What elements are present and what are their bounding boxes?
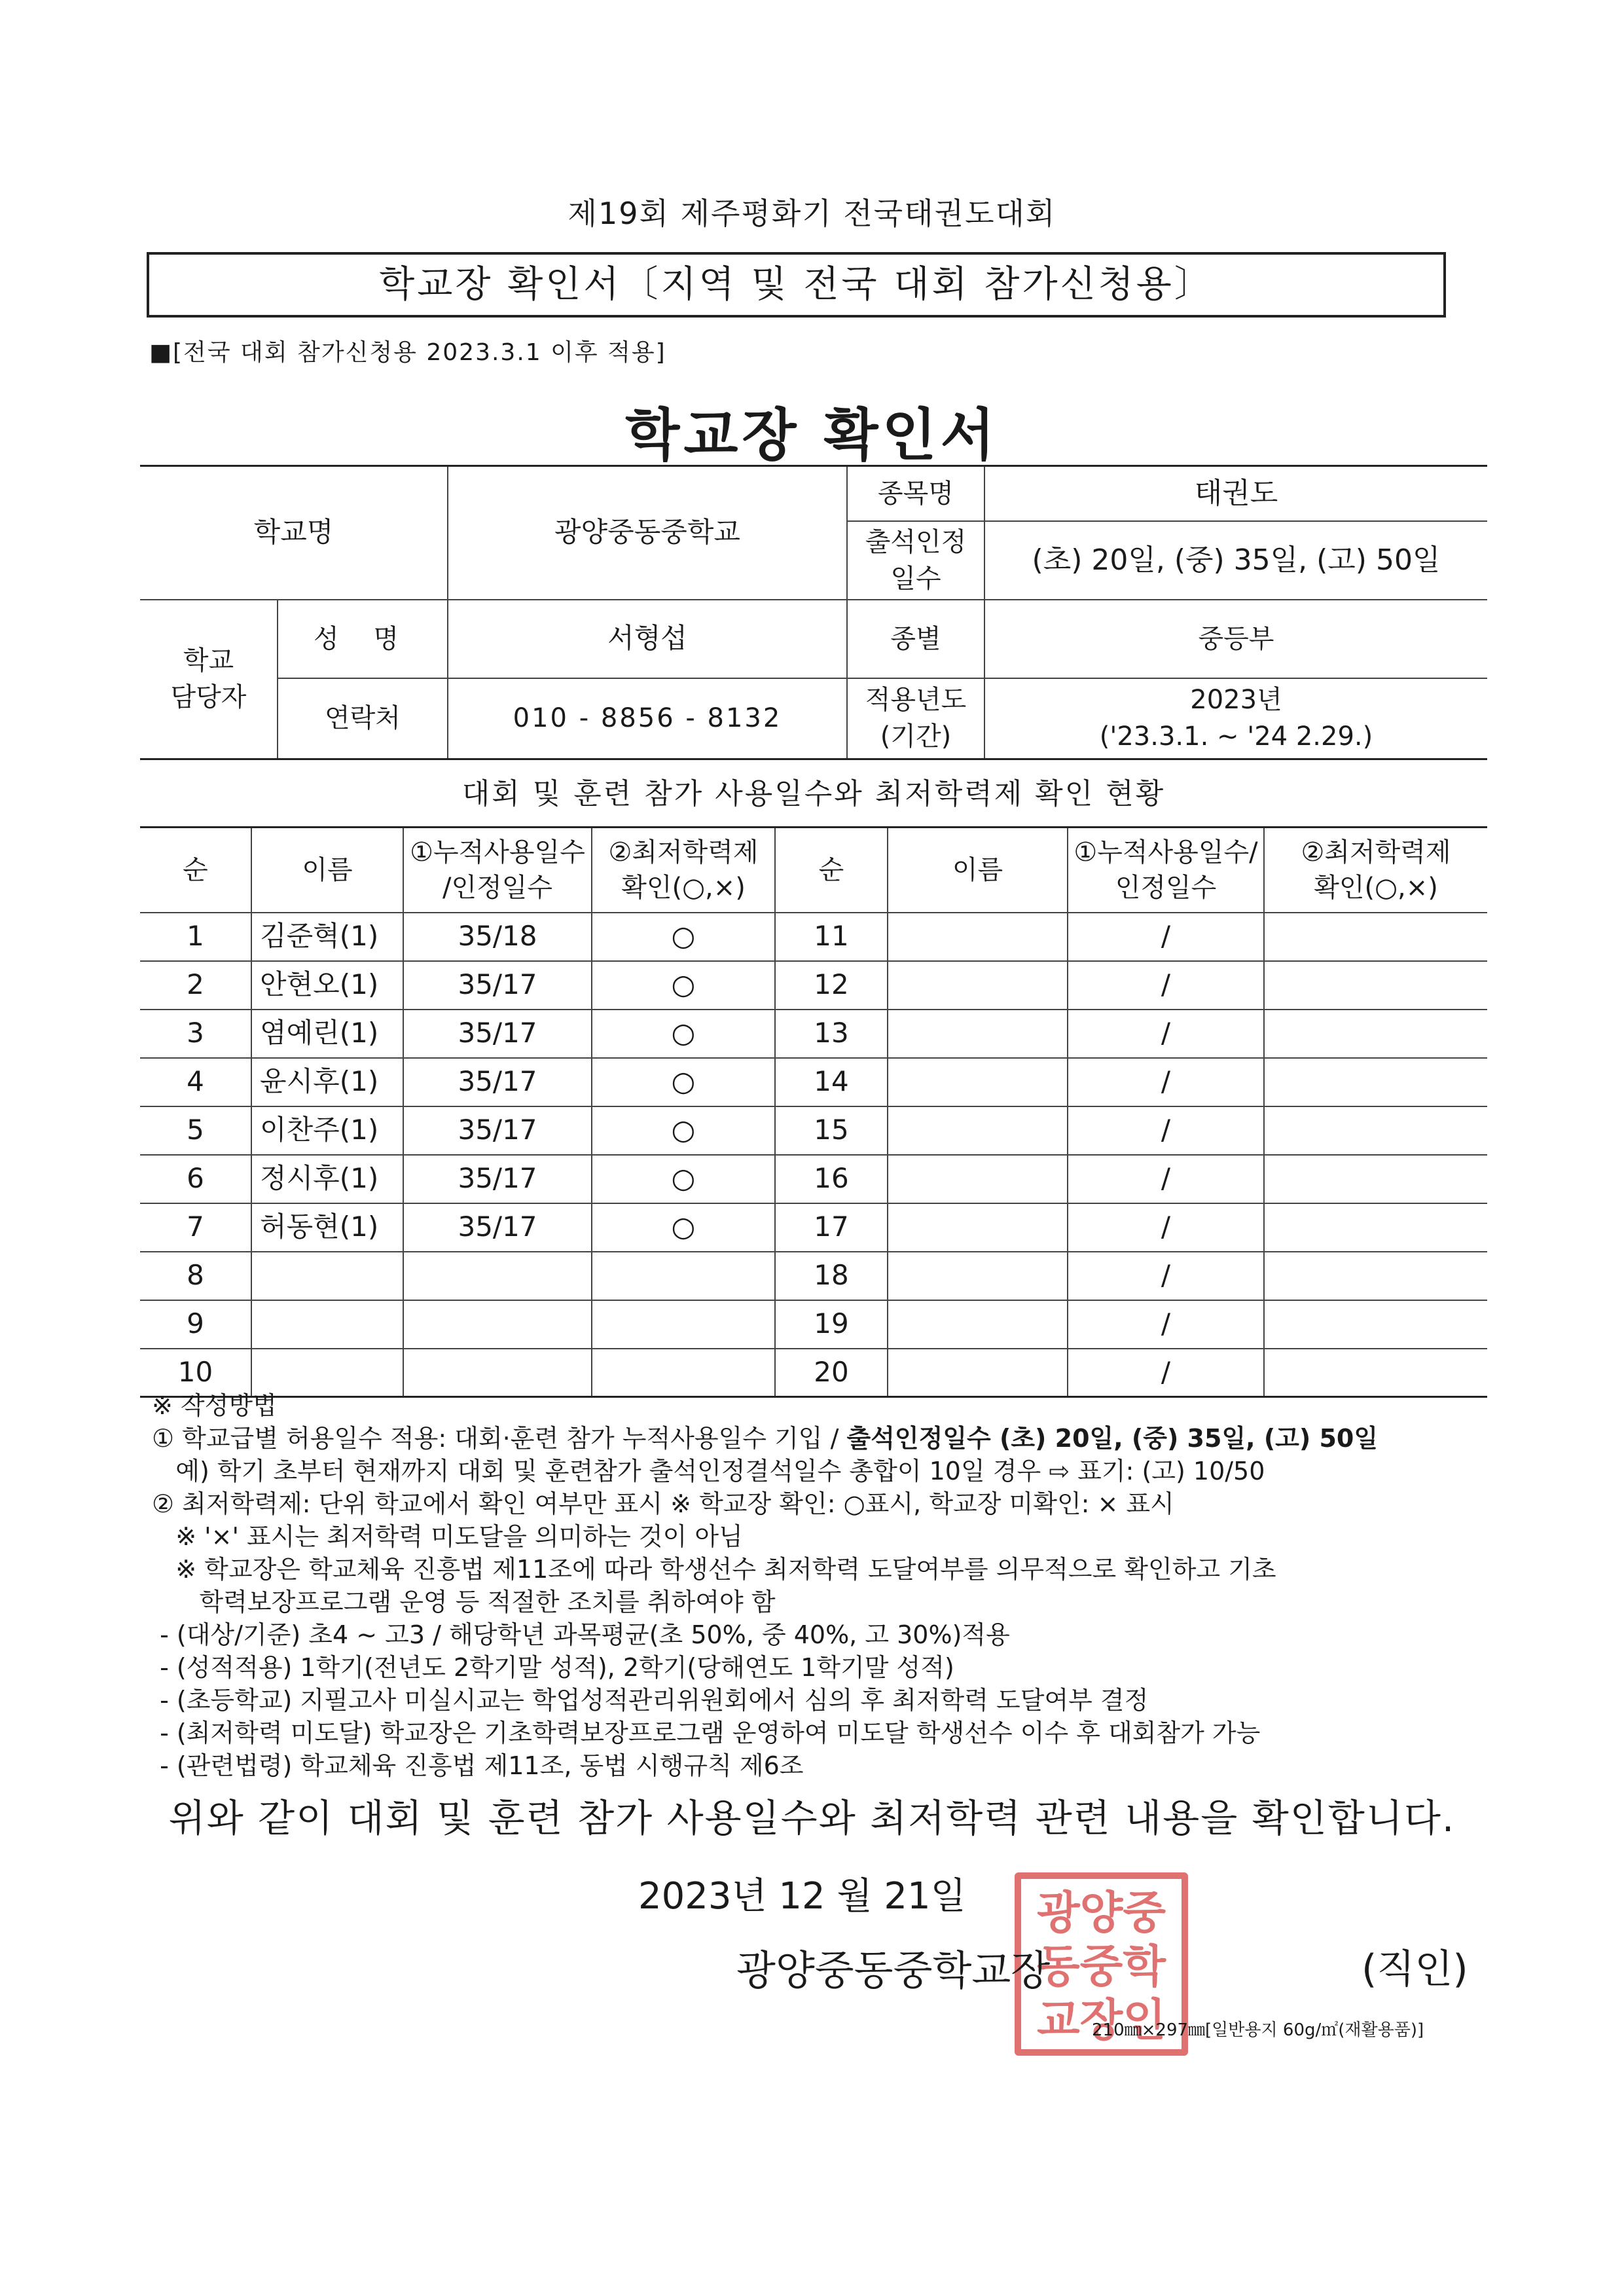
school-info-table <box>140 465 1487 760</box>
student-name: 허동현(1) <box>251 1203 403 1252</box>
academic-check <box>1264 1106 1487 1155</box>
row-no: 19 <box>775 1300 888 1349</box>
writing-instructions <box>152 1389 1487 1782</box>
header-academic: ②최저학력제 확인(○,×) <box>592 828 775 913</box>
confirmation-statement: 위와 같이 대회 및 훈련 참가 사용일수와 최저학력 관련 내용을 확인합니다. <box>168 1796 1456 1840</box>
academic-check <box>1264 1252 1487 1300</box>
days-used: / <box>1068 1010 1264 1058</box>
academic-check: ○ <box>592 913 775 961</box>
table-row <box>140 1252 1487 1300</box>
attendance-value: (초) 20일, (중) 35일, (고) 50일 <box>984 521 1487 600</box>
student-name: 안현오(1) <box>251 961 403 1010</box>
stamp-text: 광양중 동중학 교장인 <box>1036 1887 1166 2047</box>
row-no: 10 <box>140 1349 251 1397</box>
sport-label: 종목명 <box>847 466 984 521</box>
principal-title: 광양중동중학교장 <box>736 1946 1051 1994</box>
row-no: 14 <box>775 1058 888 1106</box>
issue-date: 2023년 12 월 21일 <box>638 1875 966 1918</box>
year-value: 2023년 ('23.3.1. ~ '24 2.29.) <box>984 678 1487 759</box>
academic-check: ○ <box>592 961 775 1010</box>
instructions-title: ※ 작성방법 <box>152 1391 277 1420</box>
table-row <box>140 1058 1487 1106</box>
days-used: 35/17 <box>403 961 592 1010</box>
days-used: 35/17 <box>403 1106 592 1155</box>
row-no: 1 <box>140 913 251 961</box>
header-academic-2: ②최저학력제 확인(○,×) <box>1264 828 1487 913</box>
instruction-line-10: - (최저학력 미도달) 학교장은 기초학력보장프로그램 운영하여 미도달 학생선수 이수 후 대회참가 가능 <box>152 1719 1261 1747</box>
instruction-1-bold: 출석인정일수 (초) 20일, (중) 35일, (고) 50일 <box>846 1424 1379 1453</box>
row-no: 11 <box>775 913 888 961</box>
row-no: 18 <box>775 1252 888 1300</box>
school-name-value: 광양중동중학교 <box>448 466 847 600</box>
table-row <box>140 1010 1487 1058</box>
row-no: 20 <box>775 1349 888 1397</box>
academic-check <box>1264 1058 1487 1106</box>
student-name: 윤시후(1) <box>251 1058 403 1106</box>
instruction-line-3: ② 최저학력제: 단위 학교에서 확인 여부만 표시 ※ 학교장 확인: ○표시, 학교장 미확인: × 표시 <box>152 1489 1174 1518</box>
academic-check <box>1264 1155 1487 1203</box>
scope-note: ■[전국 대회 참가신청용 2023.3.1 이후 적용] <box>149 339 666 366</box>
days-used <box>403 1252 592 1300</box>
instruction-line-5: ※ 학교장은 학교체육 진흥법 제11조에 따라 학생선수 최저학력 도달여부를 의무적으로 확인하고 기초 <box>152 1555 1276 1584</box>
academic-check <box>592 1252 775 1300</box>
name-label: 성 명 <box>278 600 448 678</box>
category-label: 종별 <box>847 600 984 678</box>
section-title: 대회 및 훈련 참가 사용일수와 최저학력제 확인 현황 <box>461 777 1166 811</box>
instruction-line-8: - (성적적용) 1학기(전년도 2학기말 성적), 2학기(당해연도 1학기말 성적) <box>152 1653 954 1682</box>
attendance-label: 출석인정 일수 <box>847 521 984 600</box>
row-no: 15 <box>775 1106 888 1155</box>
academic-check: ○ <box>592 1155 775 1203</box>
school-name-label: 학교명 <box>140 466 448 600</box>
table-row <box>140 1300 1487 1349</box>
student-name <box>888 1300 1068 1349</box>
days-used: 35/17 <box>403 1058 592 1106</box>
student-name: 이찬주(1) <box>251 1106 403 1155</box>
row-no: 17 <box>775 1203 888 1252</box>
instruction-line-11: - (관련법령) 학교체육 진흥법 제11조, 동법 시행규칙 제6조 <box>152 1751 804 1780</box>
days-used: / <box>1068 1349 1264 1397</box>
days-used: 35/17 <box>403 1203 592 1252</box>
days-used: 35/17 <box>403 1010 592 1058</box>
student-name <box>888 1155 1068 1203</box>
header-days-2: ①누적사용일수/ 인정일수 <box>1068 828 1264 913</box>
student-name <box>888 1252 1068 1300</box>
days-used: / <box>1068 1155 1264 1203</box>
student-name <box>888 913 1068 961</box>
academic-check <box>592 1300 775 1349</box>
row-no: 6 <box>140 1155 251 1203</box>
instruction-line-6: 학력보장프로그램 운영 등 적절한 조치를 취하여야 함 <box>152 1588 776 1616</box>
header-no-2: 순 <box>775 828 888 913</box>
instruction-line-9: - (초등학교) 지필고사 미실시교는 학업성적관리위원회에서 심의 후 최저학력 도달여부 결정 <box>152 1686 1149 1715</box>
header-days: ①누적사용일수 /인정일수 <box>403 828 592 913</box>
row-no: 2 <box>140 961 251 1010</box>
row-no: 16 <box>775 1155 888 1203</box>
academic-check <box>1264 913 1487 961</box>
header-no: 순 <box>140 828 251 913</box>
header-name: 이름 <box>251 828 403 913</box>
student-name <box>251 1300 403 1349</box>
academic-check <box>1264 1300 1487 1349</box>
student-name: 정시후(1) <box>251 1155 403 1203</box>
academic-check <box>1264 1010 1487 1058</box>
days-used: / <box>1068 1106 1264 1155</box>
student-name: 김준혁(1) <box>251 913 403 961</box>
academic-check: ○ <box>592 1010 775 1058</box>
days-used: 35/17 <box>403 1155 592 1203</box>
academic-check: ○ <box>592 1203 775 1252</box>
student-name <box>888 961 1068 1010</box>
event-title: 제19회 제주평화기 전국태권도대회 <box>568 196 1056 231</box>
contact-value: 010 - 8856 - 8132 <box>448 678 847 759</box>
year-label: 적용년도 (기간) <box>847 678 984 759</box>
student-name <box>888 1058 1068 1106</box>
table-row <box>140 1106 1487 1155</box>
sport-value: 태권도 <box>984 466 1487 521</box>
row-no: 4 <box>140 1058 251 1106</box>
row-no: 3 <box>140 1010 251 1058</box>
days-used: / <box>1068 1252 1264 1300</box>
category-value: 중등부 <box>984 600 1487 678</box>
days-used <box>403 1300 592 1349</box>
row-no: 12 <box>775 961 888 1010</box>
days-used: / <box>1068 1058 1264 1106</box>
table-row <box>140 1155 1487 1203</box>
instruction-line-7: - (대상/기준) 초4 ~ 고3 / 해당학년 과목평균(초 50%, 중 40%, 고 30%)적용 <box>152 1620 1010 1649</box>
row-no: 13 <box>775 1010 888 1058</box>
roster-table <box>140 826 1487 1398</box>
table-row <box>140 1203 1487 1252</box>
row-no: 8 <box>140 1252 251 1300</box>
row-no: 9 <box>140 1300 251 1349</box>
student-name <box>888 1010 1068 1058</box>
academic-check <box>1264 961 1487 1010</box>
seal-label: (직인) <box>1362 1946 1468 1992</box>
student-name: 염예린(1) <box>251 1010 403 1058</box>
main-title: 학교장 확인서 <box>625 403 999 468</box>
days-used: / <box>1068 961 1264 1010</box>
manager-name: 서형섭 <box>448 600 847 678</box>
row-no: 7 <box>140 1203 251 1252</box>
days-used: 35/18 <box>403 913 592 961</box>
table-row <box>140 913 1487 961</box>
student-name <box>251 1252 403 1300</box>
row-no: 5 <box>140 1106 251 1155</box>
instruction-line-4: ※ '×' 표시는 최저학력 미도달을 의미하는 것이 아님 <box>152 1522 743 1551</box>
table-row <box>140 961 1487 1010</box>
student-name <box>888 1106 1068 1155</box>
days-used: / <box>1068 913 1264 961</box>
academic-check: ○ <box>592 1106 775 1155</box>
student-name <box>888 1203 1068 1252</box>
instruction-line-1 <box>152 1422 1487 1455</box>
days-used: / <box>1068 1203 1264 1252</box>
days-used: / <box>1068 1300 1264 1349</box>
contact-label: 연락처 <box>278 678 448 759</box>
instruction-1-text: ① 학교급별 허용일수 적용: 대회·훈련 참가 누적사용일수 기입 / <box>152 1424 839 1453</box>
instruction-line-2: 예) 학기 초부터 현재까지 대회 및 훈련참가 출석인정결석일수 총합이 10일 경우 ⇨ 표기: (고) 10/50 <box>152 1457 1265 1485</box>
academic-check: ○ <box>592 1058 775 1106</box>
academic-check <box>1264 1203 1487 1252</box>
document-box-title: 학교장 확인서〔지역 및 전국 대회 참가신청용〕 <box>147 252 1446 318</box>
header-name-2: 이름 <box>888 828 1068 913</box>
paper-spec: 210㎜×297㎜[일반용지 60g/㎡(재활용품)] <box>1092 2020 1424 2040</box>
manager-label: 학교 담당자 <box>140 600 278 759</box>
